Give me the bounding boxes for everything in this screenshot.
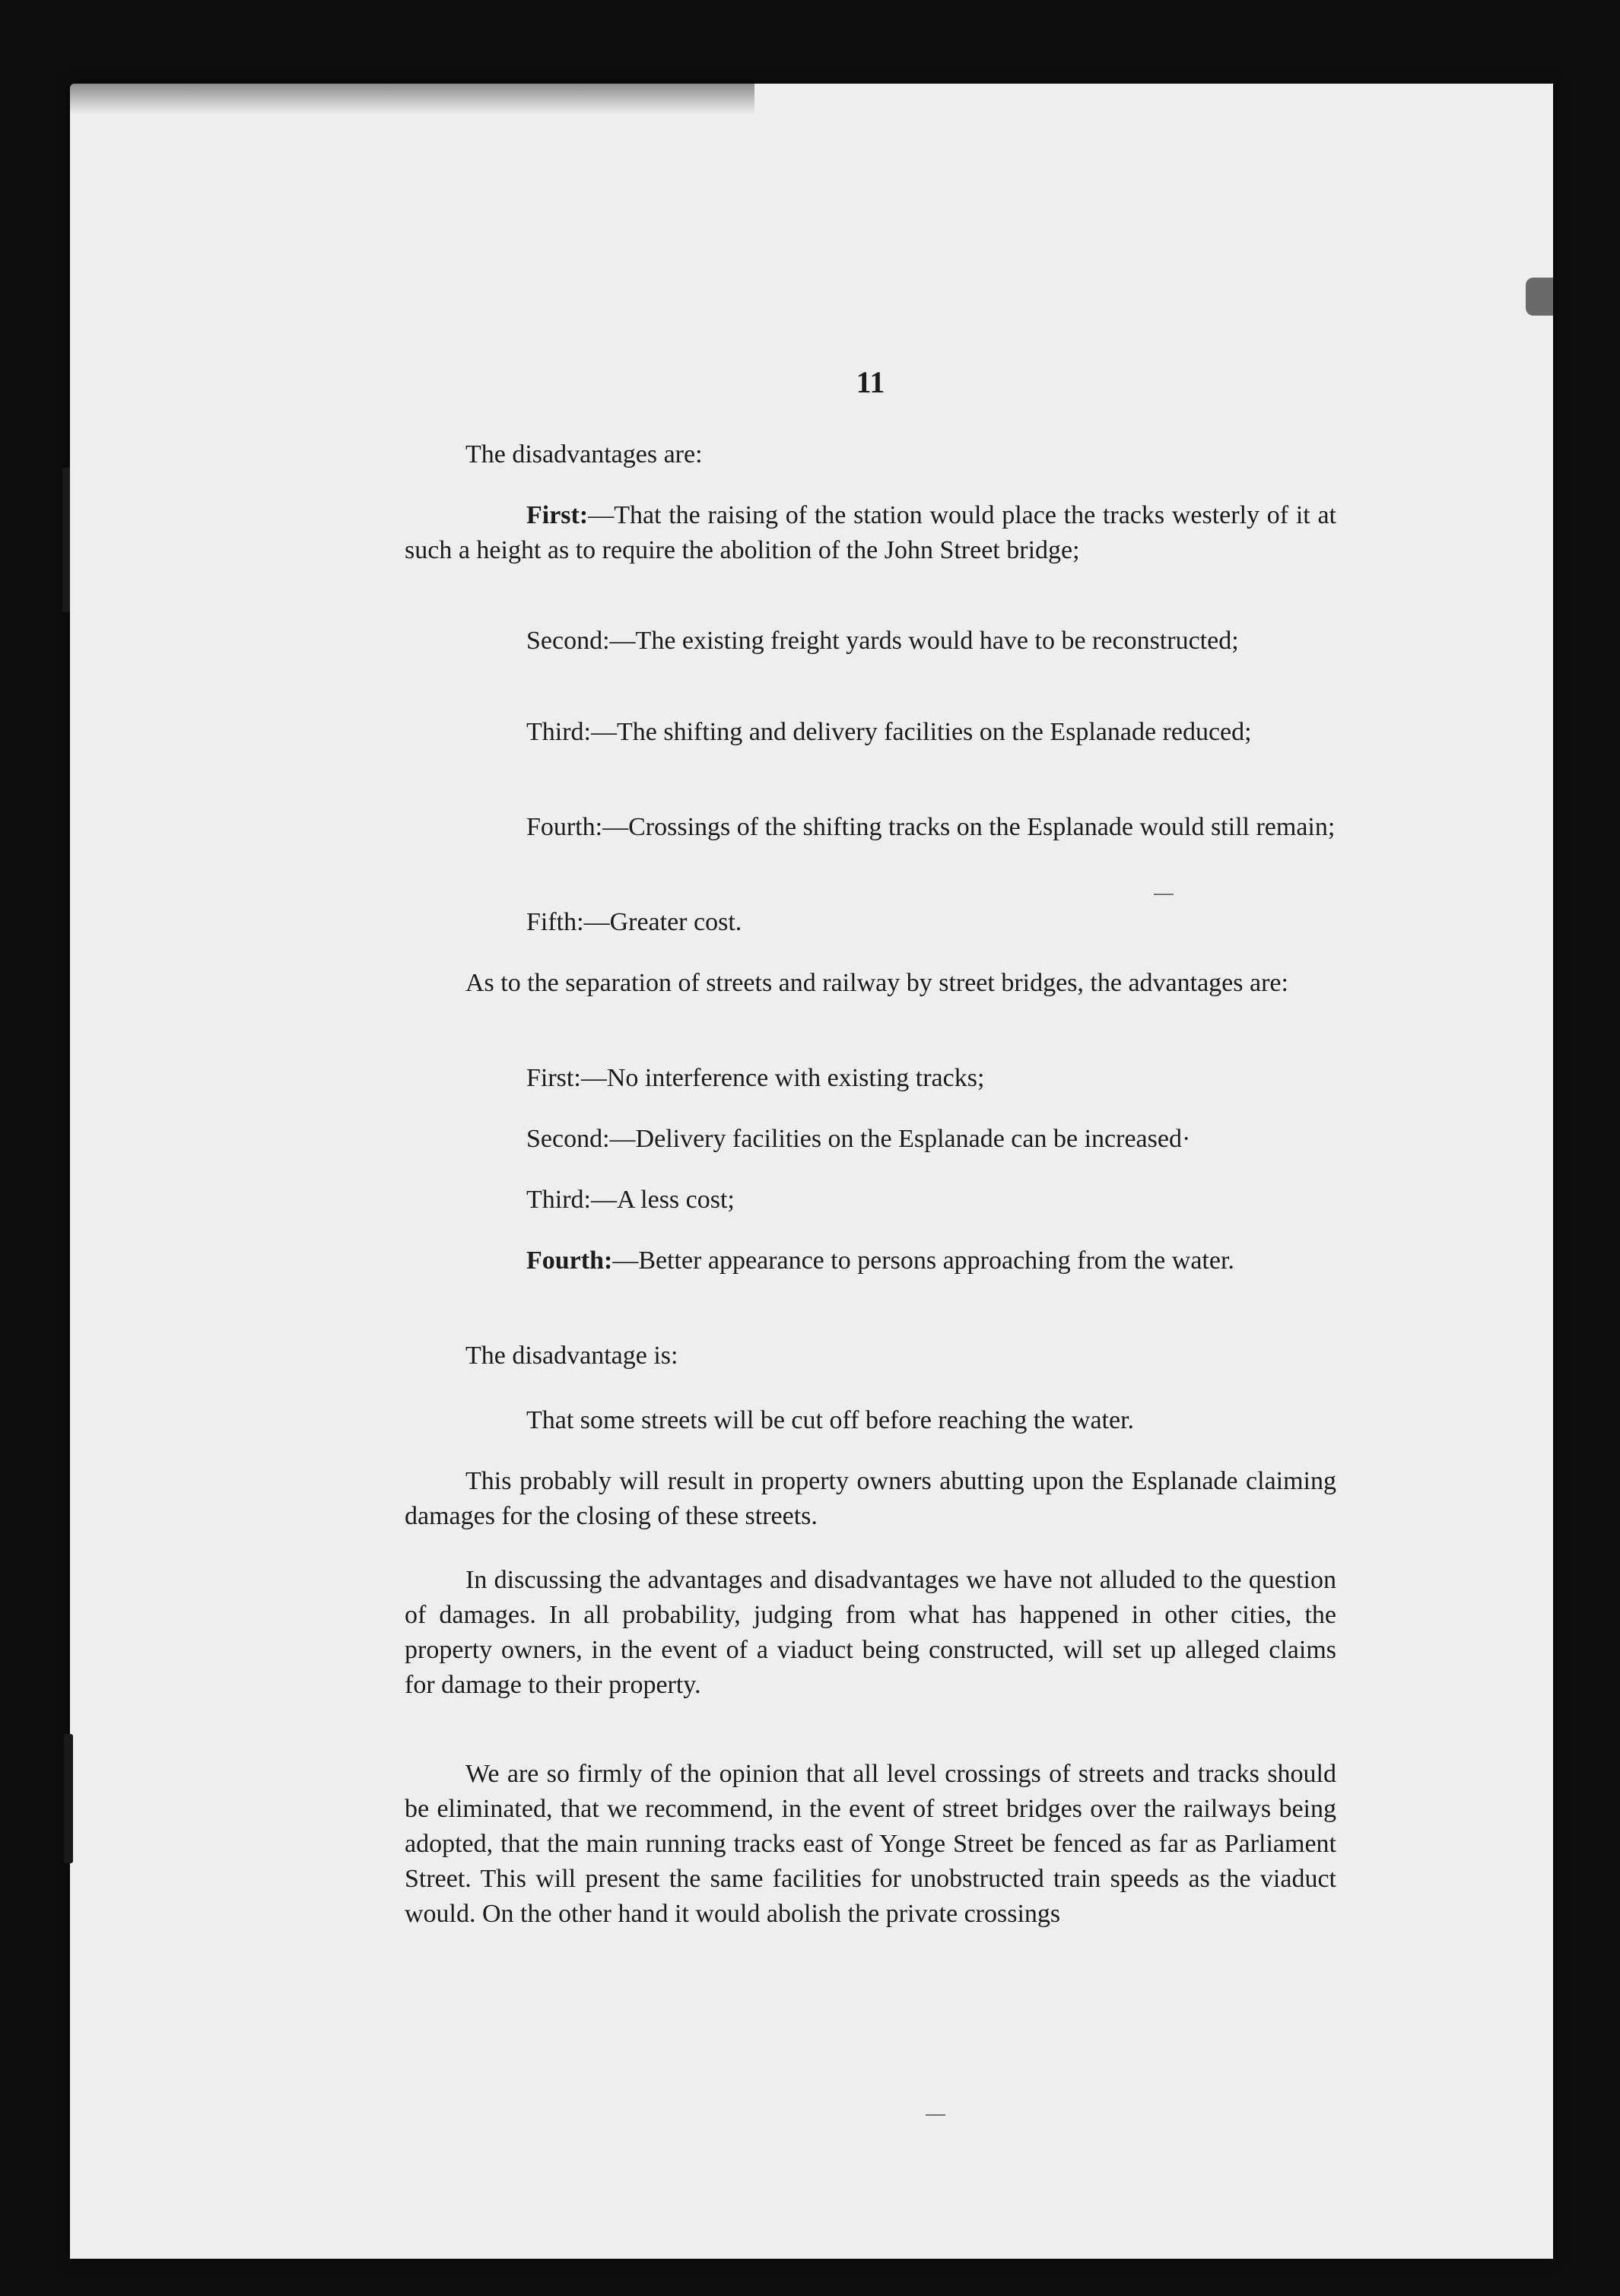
disadvantage-fifth: Fifth:—Greater cost. <box>526 908 742 936</box>
street-bridges-paragraph: As to the separation of streets and railway by street bridges, the advantages are: <box>465 969 1288 997</box>
advantage-fourth: Fourth:—Better appearance to persons approaching from the water. <box>526 1246 1234 1275</box>
advantage-first: First:—No interference with existing tracks; <box>526 1064 985 1092</box>
edge-smudge <box>1526 278 1553 316</box>
disadvantage-third: Third:—The shifting and delivery facilities on the Esplanade reduced; <box>526 718 1252 746</box>
binding-mark-top <box>62 468 70 612</box>
disadvantage-first: First:—That the raising of the station would place the tracks westerly of it at such a height as to require the abolition of the John Street bridge; <box>405 501 1336 564</box>
disadvantage-single: That some streets will be cut off before reaching the water. <box>526 1406 1135 1434</box>
disadvantages-heading: The disadvantages are: <box>465 440 703 468</box>
property-owners-paragraph: This probably will result in property owners abutting upon the Esplanade claiming damages for the closing of these streets. <box>405 1467 1336 1530</box>
document-page <box>70 84 1553 2259</box>
advantage-second: Second:—Delivery facilities on the Esplanade can be increased· <box>526 1125 1191 1153</box>
scan-dash-right <box>1154 894 1174 895</box>
scan-dash-bottom <box>926 2114 945 2116</box>
damages-paragraph: In discussing the advantages and disadvantages we have not alluded to the question of damages. In all probability, judging from what has happened in other cities, the property owners, in the event of a viaduct being constructed, will set up alleged claims for damage to their property. <box>405 1566 1336 1699</box>
binding-mark-bottom <box>64 1734 73 1863</box>
page-number: 11 <box>856 365 885 399</box>
disadvantage-second: Second:—The existing freight yards would have to be reconstructed; <box>526 627 1239 655</box>
disadvantage-fourth: Fourth:—Crossings of the shifting tracks on the Esplanade would still remain; <box>526 813 1336 841</box>
disadvantage-heading: The disadvantage is: <box>465 1342 678 1370</box>
recommendation-paragraph: We are so firmly of the opinion that all level crossings of streets and tracks should be eliminated, that we recommend, in the event of street bridges over the railways being adopted, that the main running tracks east of Yonge Street be fenced as far as Parliament Street. This will present the same facilities for unobstructed train speeds as the viaduct would. On the other hand it would abolish the private crossings <box>405 1760 1336 1928</box>
advantage-third: Third:—A less cost; <box>526 1186 735 1214</box>
